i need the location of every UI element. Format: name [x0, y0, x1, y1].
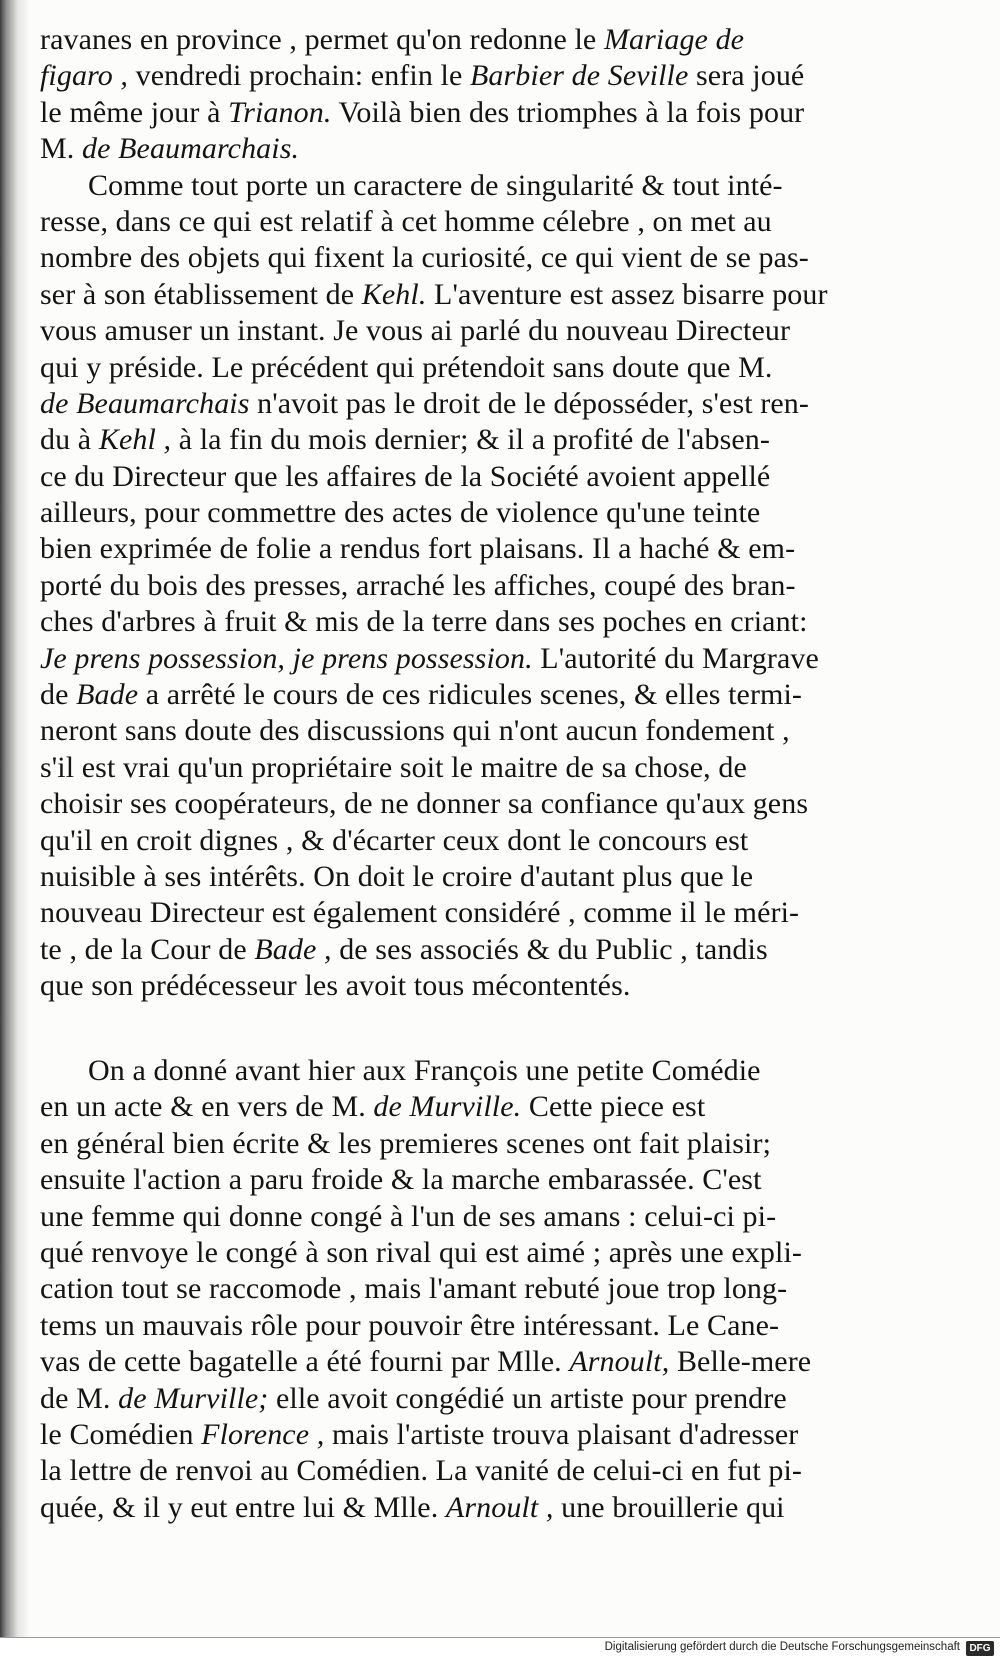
- text-run: quée, & il y eut entre lui & Mlle.: [40, 1490, 446, 1524]
- text-run: ravanes en province , permet qu'on redonne le: [40, 23, 604, 56]
- text-run: ailleurs, pour commettre des actes de violence qu'une teinte: [40, 496, 761, 530]
- text-run: n'avoit pas le droit de le déposséder, s'est ren-: [249, 386, 809, 420]
- text-run: ser à son établissement de: [40, 277, 362, 311]
- text-line: [40, 568, 950, 604]
- text-line: [40, 1199, 950, 1235]
- text-line: [40, 1053, 950, 1089]
- text-line: [40, 313, 950, 349]
- text-line: [40, 22, 950, 58]
- italic-run: de Murville;: [118, 1381, 269, 1415]
- paragraph-beaumarchais-kehl: [40, 22, 950, 1005]
- text-run: de ses associés & du Public , tandis: [331, 932, 768, 966]
- text-run: à la fin du mois dernier; & il a profité de l'absen-: [171, 423, 770, 457]
- italic-run: Florence ,: [201, 1417, 325, 1451]
- italic-run: figaro ,: [40, 59, 129, 93]
- text-line: [40, 1490, 950, 1526]
- text-run: Comme tout porte un caractere de singularité & tout inté-: [88, 168, 783, 202]
- italic-run: Bade ,: [254, 932, 332, 966]
- text-line: [40, 1271, 950, 1307]
- italic-run: Je prens possession, je prens possession.: [40, 641, 533, 675]
- text-run: s'il est vrai qu'un propriétaire soit le maitre de sa chose, de: [40, 750, 747, 784]
- text-line: [40, 1162, 950, 1198]
- text-run: cation tout se raccomode , mais l'amant rebuté joue trop long-: [40, 1272, 788, 1306]
- text-line: [40, 1089, 950, 1125]
- text-line: [40, 1235, 950, 1271]
- text-run: resse, dans ce qui est relatif à cet homme célebre , on met au: [40, 204, 772, 238]
- text-run: de M.: [40, 1381, 119, 1415]
- italic-run: Barbier de Seville: [470, 59, 689, 93]
- text-run: qué renvoye le congé à son rival qui est aimé ; après une expli-: [40, 1235, 802, 1269]
- text-line: [40, 58, 950, 94]
- italic-run: Arnoult ,: [445, 1490, 554, 1524]
- text-run: tems un mauvais rôle pour pouvoir être intéressant. Le Cane-: [40, 1308, 780, 1342]
- text-run: en un acte & en vers de M.: [40, 1090, 374, 1124]
- italic-run: Kehl ,: [98, 423, 172, 457]
- text-run: ensuite l'action a paru froide & la marche embarassée. C'est: [40, 1163, 762, 1197]
- text-line: [40, 495, 950, 531]
- text-run: en général bien écrite & les premieres scenes ont fait plaisir;: [40, 1126, 772, 1160]
- italic-run: de Murville.: [373, 1090, 522, 1124]
- text-line: [40, 641, 950, 677]
- text-line: [40, 968, 950, 1004]
- text-run: le Comédien: [40, 1417, 202, 1451]
- text-run: a arrêté le cours de ces ridicules scenes, & elles termi-: [138, 678, 803, 712]
- text-line: [40, 131, 950, 167]
- text-run: mais l'artiste trouva plaisant d'adresser: [324, 1417, 799, 1451]
- text-line: [40, 1453, 950, 1489]
- text-line: [40, 95, 950, 131]
- text-run: choisir ses coopérateurs, de ne donner sa confiance qu'aux gens: [40, 787, 809, 821]
- text-run: bien exprimée de folie a rendus fort plaisans. Il a haché & em-: [40, 532, 796, 566]
- italic-run: Mariage de: [603, 23, 745, 56]
- text-run: On a donné avant hier aux François une petite Comédie: [88, 1054, 761, 1087]
- text-run: le même jour à: [40, 95, 229, 129]
- text-run: la lettre de renvoi au Comédien. La vanité de celui-ci en fut pi-: [40, 1454, 803, 1488]
- text-run: elle avoit congédié un artiste pour prendre: [268, 1381, 787, 1415]
- italic-run: de Beaumarchais.: [81, 132, 300, 166]
- text-line: [40, 1308, 950, 1344]
- text-run: de: [40, 678, 77, 712]
- text-run: vous amuser un instant. Je vous ai parlé du nouveau Directeur: [40, 314, 791, 348]
- page-gutter-shadow: [0, 0, 30, 1640]
- text-run: nouveau Directeur est également considéré , comme il le méri-: [40, 896, 800, 930]
- italic-run: Kehl.: [361, 277, 427, 311]
- text-line: [40, 531, 950, 567]
- text-line: [40, 459, 950, 495]
- text-run: te , de la Cour de: [40, 932, 255, 966]
- text-run: qu'il en croit dignes , & d'écarter ceux dont le concours est: [40, 823, 749, 857]
- text-run: L'autorité du Margrave: [532, 641, 819, 675]
- text-run: porté du bois des presses, arraché les affiches, coupé des bran-: [40, 568, 796, 602]
- text-run: nombre des objets qui fixent la curiosité, ce qui vient de se pas-: [40, 241, 809, 275]
- text-run: ches d'arbres à fruit & mis de la terre dans ses poches en criant:: [40, 605, 808, 639]
- text-run: qui y préside. Le précédent qui prétendoit sans doute que M.: [40, 350, 773, 384]
- text-run: du à: [40, 423, 99, 457]
- text-run: sera joué: [688, 59, 805, 93]
- text-line: [40, 750, 950, 786]
- text-line: [40, 277, 950, 313]
- text-run: vendredi prochain: enfin le: [128, 59, 470, 93]
- italic-run: de Beaumarchais: [40, 386, 250, 420]
- text-run: Belle-mere: [669, 1345, 812, 1379]
- text-line: [40, 350, 950, 386]
- text-line: [40, 677, 950, 713]
- text-run: Cette piece est: [521, 1090, 706, 1124]
- text-run: Voilà bien des triomphes à la fois pour: [331, 95, 805, 129]
- text-line: [40, 932, 950, 968]
- text-run: neront sans doute des discussions qui n'ont aucun fondement ,: [40, 714, 790, 748]
- text-line: [40, 895, 950, 931]
- italic-run: Trianon.: [228, 95, 332, 129]
- text-run: que son prédécesseur les avoit tous mécontentés.: [40, 969, 631, 1003]
- text-line: [40, 168, 950, 204]
- text-line: [40, 1417, 950, 1453]
- text-run: M.: [40, 132, 82, 166]
- text-run: une brouillerie qui: [553, 1490, 785, 1524]
- text-line: [40, 204, 950, 240]
- paragraph-comedie-murville: [40, 1053, 950, 1526]
- text-line: [40, 422, 950, 458]
- text-line: [40, 386, 950, 422]
- text-run: une femme qui donne congé à l'un de ses amans : celui-ci pi-: [40, 1199, 777, 1233]
- footer-bar: [0, 1637, 1000, 1660]
- text-line: [40, 1344, 950, 1380]
- text-run: vas de cette bagatelle a été fourni par Mlle.: [40, 1345, 570, 1379]
- text-line: [40, 823, 950, 859]
- italic-run: Arnoult,: [569, 1345, 670, 1379]
- text-line: [40, 240, 950, 276]
- text-run: L'aventure est assez bisarre pour: [426, 277, 828, 311]
- text-line: [40, 859, 950, 895]
- dfg-logo: DFG: [966, 1641, 994, 1656]
- funding-credit: Digitalisierung gefördert durch die Deutsche Forschungsgemeinschaft: [604, 1641, 960, 1653]
- text-line: [40, 786, 950, 822]
- text-line: [40, 604, 950, 640]
- text-line: [40, 1381, 950, 1417]
- text-run: nuisible à ses intérêts. On doit le croire d'autant plus que le: [40, 859, 754, 893]
- text-line: [40, 713, 950, 749]
- text-line: [40, 1126, 950, 1162]
- text-run: ce du Directeur que les affaires de la Société avoient appellé: [40, 459, 771, 493]
- italic-run: Bade: [76, 678, 139, 712]
